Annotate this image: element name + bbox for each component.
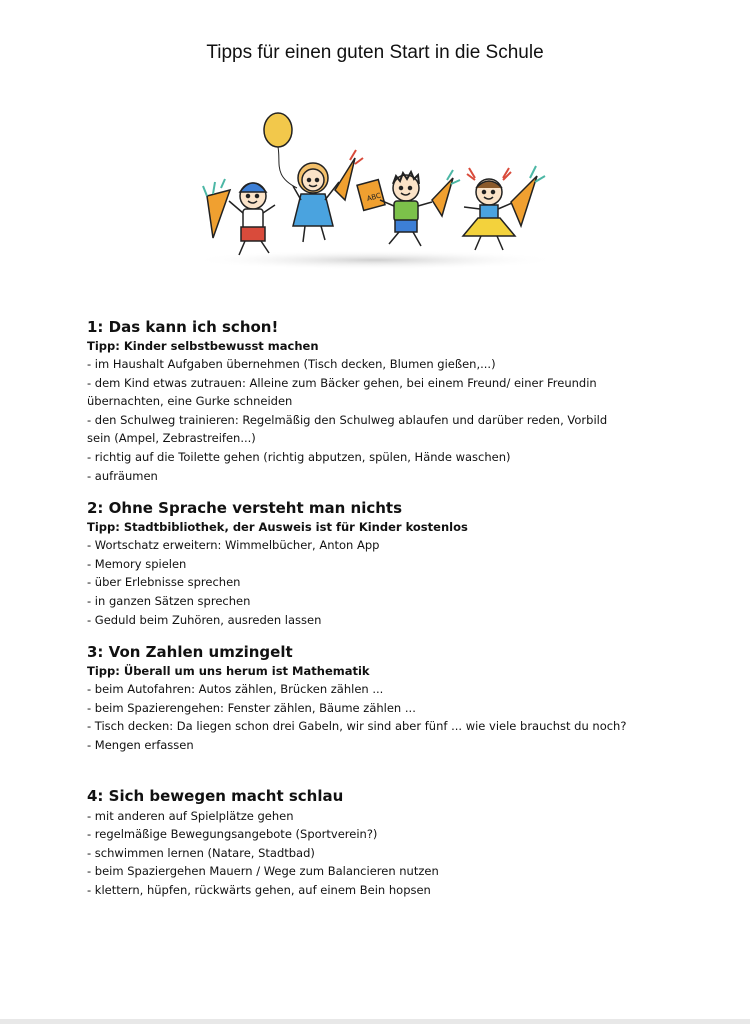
list-item: - Wortschatz erweitern: Wimmelbücher, Anton App — [87, 538, 380, 553]
section-1-list — [87, 355, 687, 485]
section-3 — [87, 641, 687, 754]
list-item: - beim Spazierengehen: Fenster zählen, Bäume zählen ... — [87, 700, 416, 715]
child-2-icon — [293, 150, 363, 242]
list-item: - im Haushalt Aufgaben übernehmen (Tisch decken, Blumen gießen,...) — [87, 357, 496, 371]
tips-content — [87, 316, 687, 899]
list-item: - über Erlebnisse sprechen — [87, 575, 241, 590]
section-2-heading: 2: Ohne Sprache versteht man nichts — [87, 499, 403, 518]
page-title: Tipps für einen guten Start in die Schule — [206, 42, 544, 63]
section-3-heading: 3: Von Zahlen umzingelt — [87, 643, 293, 662]
list-item: - mit anderen auf Spielplätze gehen — [87, 808, 294, 823]
list-item: - klettern, hüpfen, rückwärts gehen, auf einem Bein hopsen — [87, 882, 431, 897]
list-item: - Geduld beim Zuhören, ausreden lassen — [87, 612, 322, 627]
balloon-icon — [264, 113, 297, 188]
list-item: übernachten, eine Gurke schneiden — [87, 394, 293, 409]
list-item: - Mengen erfassen — [87, 737, 194, 752]
page-bottom-edge — [0, 1019, 750, 1024]
section-4-list — [87, 807, 687, 900]
section-2-tip: Tipp: Stadtbibliothek, der Ausweis ist für Kinder kostenlos — [87, 520, 468, 535]
list-item: - in ganzen Sätzen sprechen — [87, 593, 251, 608]
section-2-list — [87, 536, 687, 629]
list-item: - regelmäßige Bewegungsangebote (Sportverein?) — [87, 827, 378, 842]
list-item: - Tisch decken: Da liegen schon drei Gabeln, wir sind aber fünf ... wie viele brauchst du noch? — [87, 719, 627, 734]
section-1 — [87, 316, 687, 485]
school-children-illustration — [185, 108, 565, 273]
section-3-list — [87, 680, 687, 754]
child-1-icon — [203, 179, 275, 255]
section-1-heading: 1: Das kann ich schon! — [87, 318, 279, 336]
list-item: - beim Autofahren: Autos zählen, Brücken zählen ... — [87, 682, 384, 697]
list-item: - aufräumen — [87, 468, 158, 483]
list-item: - den Schulweg trainieren: Regelmäßig den Schulweg ablaufen und darüber reden, Vorbild — [87, 412, 608, 427]
list-item: - Memory spielen — [87, 556, 187, 571]
section-4-heading: 4: Sich bewegen macht schlau — [87, 786, 344, 805]
section-2 — [87, 497, 687, 629]
section-4 — [87, 785, 687, 900]
section-1-tip: Tipp: Kinder selbstbewusst machen — [87, 339, 319, 353]
child-4-icon — [463, 166, 545, 250]
list-item: - schwimmen lernen (Natare, Stadtbad) — [87, 845, 315, 860]
list-item: - beim Spaziergehen Mauern / Wege zum Balancieren nutzen — [87, 864, 439, 879]
book-text: ABC — [365, 191, 382, 204]
section-3-tip: Tipp: Überall um uns herum ist Mathematik — [87, 664, 370, 679]
list-item: - richtig auf die Toilette gehen (richtig abputzen, spülen, Hände waschen) — [87, 449, 511, 464]
child-3-icon — [357, 170, 460, 246]
list-item: - dem Kind etwas zutrauen: Alleine zum Bäcker gehen, bei einem Freund/ einer Freundin — [87, 375, 597, 390]
list-item: sein (Ampel, Zebrastreifen...) — [87, 431, 256, 446]
